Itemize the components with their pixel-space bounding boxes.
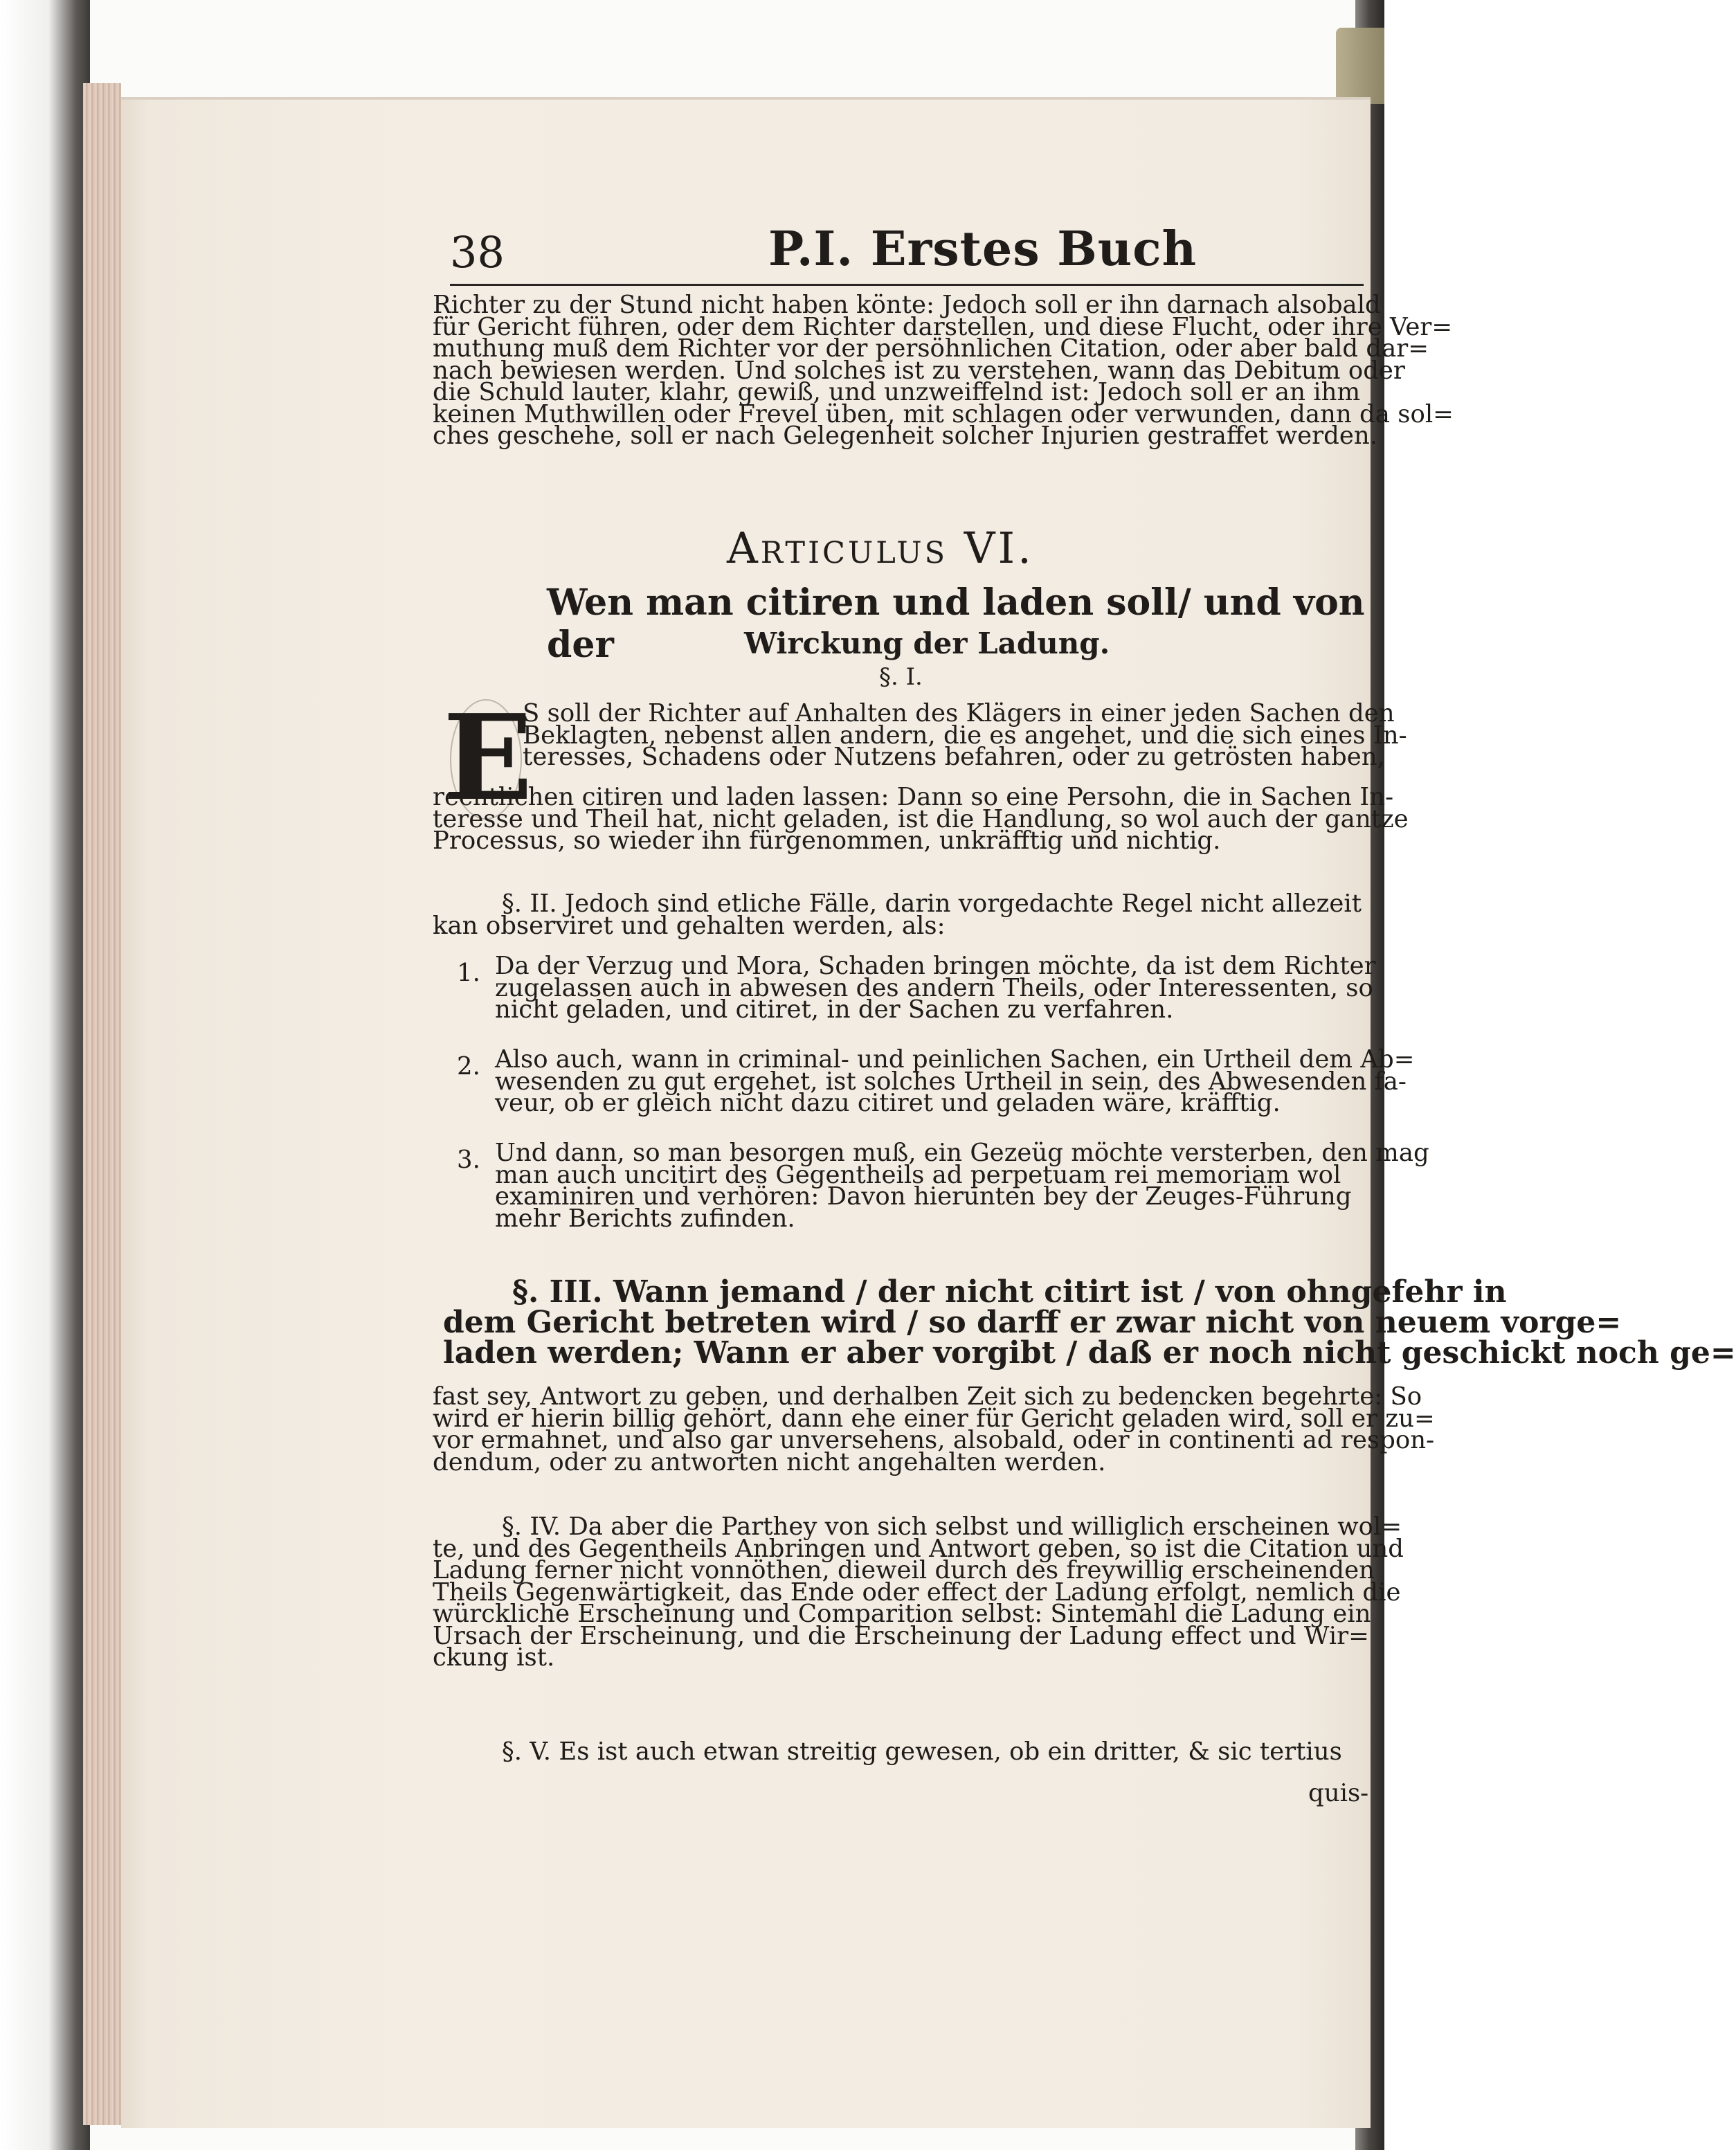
- text-line: Ursach der Erscheinung, und die Erscheinung der Ladung effect und Wir=: [433, 1621, 1369, 1650]
- text-line: zugelassen auch in abwesen des andern Theils, oder Interessenten, so: [495, 973, 1373, 1002]
- text-line: kan observiret und gehalten werden, als:: [433, 911, 946, 940]
- text-line: dendum, oder zu antworten nicht angehalten werden.: [433, 1447, 1106, 1476]
- text-line: vor ermahnet, und also gar unversehens, alsobald, oder in continenti ad respon-: [433, 1426, 1435, 1454]
- text-line: muthung muß dem Richter vor der persöhnlichen Citation, oder aber bald dar=: [433, 334, 1429, 363]
- article-subtitle-continued: Wirckung der Ladung.: [744, 626, 1110, 660]
- text-line: Also auch, wann in criminal- und peinlichen Sachen, ein Urtheil dem Ab=: [495, 1045, 1415, 1074]
- list-number: 3.: [457, 1146, 480, 1174]
- text-line: keinen Muthwillen oder Frevel üben, mit schlagen oder verwunden, dann da sol=: [433, 399, 1454, 428]
- list-number: 2.: [457, 1052, 480, 1081]
- text-line: die Schuld lauter, klahr, gewiß, und unzweiffelnd ist: Jedoch soll er an ihm: [433, 378, 1361, 406]
- text-line: wesenden zu gut ergehet, ist solches Urtheil in sein, des Abwesenden fa-: [495, 1067, 1407, 1096]
- section-1-lines: [433, 783, 1409, 855]
- book-clip: [1336, 28, 1384, 104]
- text-line: te, und des Gegentheils Anbringen und Antwort geben, so ist die Citation und: [433, 1534, 1404, 1563]
- section-4: [433, 1512, 1404, 1672]
- text-line: Da der Verzug und Mora, Schaden bringen möchte, da ist dem Richter: [495, 952, 1376, 980]
- text-line: dem Gericht betreten wird / so darff er zwar nicht von neuem vorge=: [443, 1305, 1622, 1340]
- running-title: P.I. Erstes Buch: [768, 222, 1197, 277]
- section-5: [433, 1737, 1371, 1766]
- text-line: laden werden; Wann er aber vorgibt / daß er noch nicht geschickt noch ge=: [443, 1335, 1736, 1371]
- page-header: [450, 222, 1364, 284]
- list-item: [495, 952, 1376, 1024]
- article-subtitle: Wen man citiren und laden soll/ und von der: [547, 581, 1365, 666]
- text-line: würckliche Erscheinung und Comparition selbst: Sintemahl die Ladung ein: [433, 1600, 1371, 1628]
- text-line: fast sey, Antwort zu geben, und derhalben Zeit sich zu bedencken begehrte: So: [433, 1382, 1422, 1411]
- text-line: ckung ist.: [433, 1643, 555, 1672]
- text-line: examiniren und verhören: Davon hierunten bey der Zeuges-Führung: [495, 1182, 1352, 1211]
- section-3: [433, 1382, 1435, 1476]
- catchword: quis-: [1308, 1779, 1369, 1807]
- text-line: Processus, so wieder ihn fürgenommen, unkräfftig und nichtig.: [433, 826, 1221, 855]
- article-title: Articulus VI.: [727, 523, 1034, 573]
- text-line: teresse und Theil hat, nicht geladen, ist die Handlung, so wol auch der gantze: [433, 804, 1409, 833]
- text-line: §. V. Es ist auch etwan streitig gewesen, ob ein dritter, & sic tertius: [502, 1737, 1342, 1766]
- section-2: [433, 889, 1371, 940]
- text-line: Theils Gegenwärtigkeit, das Ende oder effect der Ladung erfolgt, nemlich die: [433, 1578, 1401, 1607]
- text-line: man auch uncitirt des Gegentheils ad perpetuam rei memoriam wol: [495, 1160, 1341, 1189]
- text-line: §. II. Jedoch sind etliche Fälle, darin vorgedachte Regel nicht allezeit: [502, 889, 1362, 918]
- text-line: mehr Berichts zufinden.: [495, 1204, 795, 1233]
- header-rule: [450, 284, 1364, 286]
- text-line: Richter zu der Stund nicht haben könte: Jedoch soll er ihn darnach alsobald: [433, 291, 1381, 319]
- text-line: für Gericht führen, oder dem Richter darstellen, und diese Flucht, oder ihre Ver=: [433, 312, 1453, 341]
- list-item: [495, 1139, 1429, 1233]
- section-3-large: [443, 1274, 1736, 1371]
- section-1-lines-indented: [523, 699, 1407, 771]
- text-line: S soll der Richter auf Anhalten des Klägers in einer jeden Sachen den: [523, 699, 1395, 728]
- scanner-edge-left: [0, 0, 90, 2150]
- text-line: wird er hierin billig gehört, dann ehe einer für Gericht geladen wird, soll er zu=: [433, 1404, 1435, 1433]
- page-number: 38: [450, 227, 505, 278]
- text-line: ches geschehe, soll er nach Gelegenheit solcher Injurien gestraffet werden.: [433, 422, 1377, 450]
- list-item: [495, 1045, 1415, 1117]
- section-mark: §. I.: [879, 663, 923, 691]
- text-line: rechtlichen citiren und laden lassen: Dann so eine Persohn, die in Sachen In-: [433, 783, 1394, 811]
- text-line: Beklagten, nebenst allen andern, die es angehet, und die sich eines In-: [523, 721, 1407, 750]
- text-line: Ladung ferner nicht vonnöthen, dieweil durch des freywillig erscheinenden: [433, 1556, 1375, 1584]
- text-line: teresses, Schadens oder Nutzens befahren, oder zu getrösten haben,: [523, 743, 1385, 771]
- page-edges: [83, 83, 121, 2125]
- intro-paragraph: [433, 291, 1454, 450]
- text-line: Und dann, so man besorgen muß, ein Gezeüg möchte versterben, den mag: [495, 1139, 1429, 1167]
- text-line: veur, ob er gleich nicht dazu citiret und geladen wäre, kräfftig.: [495, 1089, 1281, 1117]
- text-line: §. III. Wann jemand / der nicht citirt ist / von ohngefehr in: [512, 1274, 1507, 1310]
- list-number: 1.: [457, 959, 480, 987]
- text-line: nach bewiesen werden. Und solches ist zu verstehen, wann das Debitum oder: [433, 356, 1405, 385]
- text-line: §. IV. Da aber die Parthey von sich selbst und williglich erscheinen wol=: [502, 1512, 1402, 1541]
- text-line: nicht geladen, und citiret, in der Sachen zu verfahren.: [495, 995, 1174, 1024]
- drop-cap: E: [443, 689, 533, 827]
